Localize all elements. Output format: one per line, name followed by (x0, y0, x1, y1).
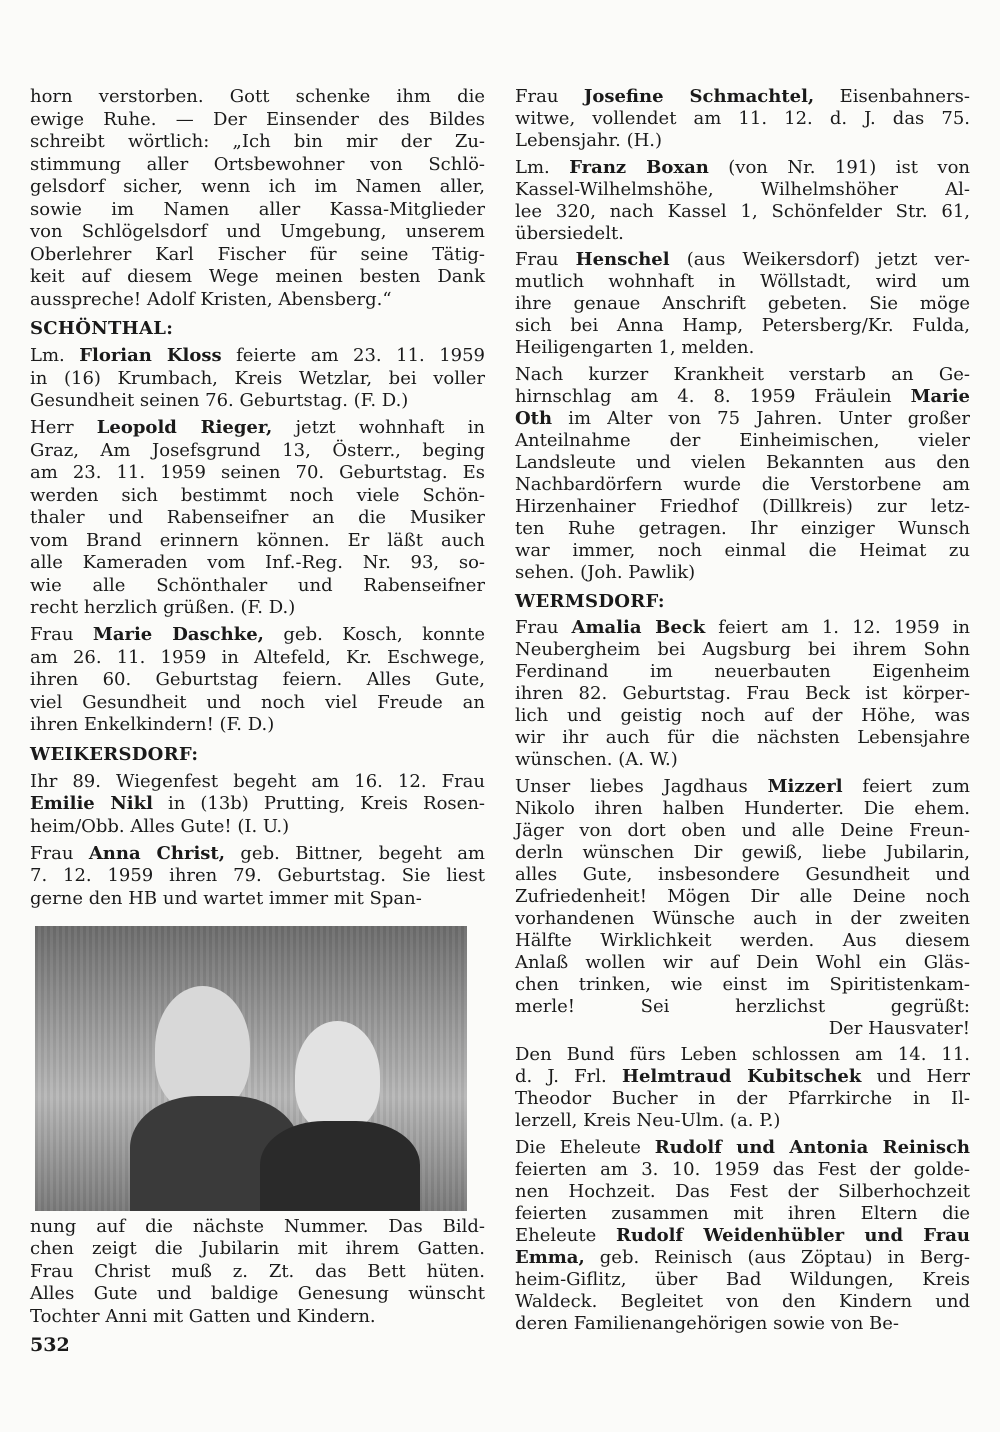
bold-name: Henschel (575, 249, 670, 270)
text-line: Anteilnahme der Einheimischen, vieler (515, 429, 970, 451)
paragraph (30, 771, 485, 839)
text-line: wir ihr auch für die nächsten Lebensjahre (515, 727, 970, 748)
text-line: Anlaß wollen wir auf Dein Wohl ein Gläs- (515, 951, 970, 973)
text-line: war immer, noch einmal die Heimat zu (515, 539, 970, 561)
text-line: sich bei Anna Hamp, Petersberg/Kr. Fulda, (515, 315, 970, 336)
text-line: vorhandenen Wünsche auch in der zweiten (515, 907, 970, 929)
text-line: chen trinken, wie einst im Spiritistenkam- (515, 973, 970, 995)
text-line: nen Hochzeit. Das Fest der Silberhochzeit (515, 1180, 970, 1202)
text-line: von Schlögelsdorf und Umgebung, unserem (30, 221, 485, 242)
text-line: Nach kurzer Krankheit verstarb an Ge- (515, 363, 970, 385)
text-line: Unser liebes Jagdhaus Mizzerl feiert zum (515, 775, 970, 797)
text-line: Frau Amalia Beck feiert am 1. 12. 1959 in (515, 617, 970, 638)
text-line: Tochter Anni mit Gatten und Kindern. (30, 1305, 376, 1327)
paragraph (515, 1044, 970, 1132)
bold-name: Leopold Rieger, (96, 417, 273, 438)
text-line: Hälfte Wirklichkeit werden. Aus diesem (515, 929, 970, 951)
bold-name: Franz Boxan (569, 156, 709, 178)
text-line: Emilie Nikl in (13b) Prutting, Kreis Rosen- (30, 793, 485, 814)
paragraph (30, 1216, 485, 1329)
text-line: viel Gesundheit und noch viel Freude an (30, 691, 485, 713)
text-line: Lebensjahr. (H.) (515, 130, 663, 151)
text-line: Lm. Florian Kloss feierte am 23. 11. 1959 (30, 345, 485, 366)
text-line: Theodor Bucher in der Pfarrkirche in Il- (515, 1088, 970, 1109)
paragraph (515, 249, 970, 359)
text-line: ewige Ruhe. — Der Einsender des Bildes (30, 108, 485, 130)
text-line: werden sich bestimmt noch viele Schön- (30, 484, 485, 506)
text-line: Neubergheim bei Augsburg bei ihrem Sohn (515, 639, 970, 660)
text-line: gerne den HB und wartet immer mit Span- (30, 887, 422, 909)
paragraph (30, 417, 485, 620)
text-line: Waldeck. Begleitet von den Kindern und (515, 1290, 970, 1312)
paragraph (30, 345, 485, 413)
text-line: Nachbardörfern wurde die Verstorbene am (515, 473, 970, 495)
text-line: keit auf diesem Wege meinen besten Dank (30, 266, 485, 287)
text-line: merle! Sei herzlichst gegrüßt: (515, 995, 970, 1017)
text-line: Oth im Alter von 75 Jahren. Unter großer (515, 407, 970, 429)
text-line: in (16) Krumbach, Kreis Wetzlar, bei voller (30, 367, 485, 389)
bold-name: Marie Daschke, (92, 624, 264, 645)
text-line: chen zeigt die Jubilarin mit ihrem Gatten. (30, 1238, 485, 1259)
section-heading: WEIKERSDORF: (30, 743, 199, 765)
paragraph (30, 86, 485, 311)
text-line: stimmung aller Ortsbewohner von Schlö- (30, 153, 485, 175)
text-line: thaler und Rabenseifner an die Musiker (30, 507, 485, 528)
text-line: Heiligengarten 1, melden. (515, 337, 755, 358)
bold-name: Rudolf Weidenhübler und Frau (615, 1224, 970, 1246)
text-line: heim-Giflitz, über Bad Wildungen, Kreis (515, 1268, 970, 1290)
bold-name: Emilie Nikl (30, 793, 153, 814)
text-line: Den Bund fürs Leben schlossen am 14. 11. (515, 1044, 970, 1065)
bold-name: Anna Christ, (88, 842, 225, 864)
paragraph (515, 157, 970, 245)
text-line: Kassel-Wilhelmshöhe, Wilhelmshöher Al- (515, 178, 970, 200)
text-line: Oberlehrer Karl Fischer für seine Tätig- (30, 243, 485, 265)
text-line: Hirzenhainer Friedhof (Dillkreis) zur letz- (515, 495, 970, 517)
text-line: ihren 82. Geburtstag. Frau Beck ist körper- (515, 683, 970, 704)
right-column (515, 86, 970, 1335)
paragraph (515, 617, 970, 771)
text-line: Alles Gute und baldige Genesung wünscht (30, 1283, 485, 1304)
section-heading: SCHÖNTHAL: (30, 318, 174, 339)
text-line: ihren 60. Geburtstag feiern. Alles Gute, (30, 669, 485, 690)
text-line: Frau Christ muß z. Zt. das Bett hüten. (30, 1260, 485, 1282)
bold-name: Josefine Schmachtel, (583, 86, 815, 107)
paragraph (515, 1137, 970, 1335)
text-line: heim/Obb. Alles Gute! (I. U.) (30, 815, 290, 837)
paragraph (30, 843, 485, 911)
text-line: Frau Josefine Schmachtel, Eisenbahners- (515, 86, 970, 107)
text-line: ten Ruhe getragen. Ihr einziger Wunsch (515, 517, 970, 539)
signature-line: Der Hausvater! (828, 1017, 970, 1039)
text-line: Frau Henschel (aus Weikersdorf) jetzt ver- (515, 249, 971, 270)
text-line: Graz, Am Josefsgrund 13, Österr., beging (30, 439, 485, 461)
text-line: Gesundheit seinen 76. Geburtstag. (F. D.) (30, 390, 409, 411)
text-line: horn verstorben. Gott schenke ihm die (30, 86, 485, 107)
text-line: feierten zusammen mit ihren Eltern die (515, 1202, 970, 1224)
text-line: wie alle Schönthaler und Rabenseifner (30, 574, 485, 596)
text-line: lee 320, nach Kassel 1, Schönfelder Str. 61, (515, 200, 970, 222)
text-line: recht herzlich grüßen. (F. D.) (30, 597, 296, 618)
text-line: 7. 12. 1959 ihren 79. Geburtstag. Sie liest (30, 865, 485, 886)
text-line: feierten am 3. 10. 1959 das Fest der golde- (515, 1158, 970, 1180)
bold-name: Helmtraud Kubitschek (621, 1066, 862, 1087)
text-line: wünschen. (A. W.) (515, 749, 678, 770)
text-line: Die Eheleute Rudolf und Antonia Reinisch (515, 1136, 971, 1158)
text-line: nung auf die nächste Nummer. Das Bild- (30, 1215, 485, 1237)
text-line: d. J. Frl. Helmtraud Kubitschek und Herr (515, 1066, 970, 1087)
bold-name: Rudolf und Antonia Reinisch (654, 1136, 971, 1158)
text-line: lerzell, Kreis Neu-Ulm. (a. P.) (515, 1110, 781, 1131)
text-line: hirnschlag am 4. 8. 1959 Fräulein Marie (515, 385, 970, 407)
text-line: vom Brand erinnern können. Er läßt auch (30, 529, 485, 551)
section-heading: WERMSDORF: (515, 590, 665, 612)
text-line: Lm. Franz Boxan (von Nr. 191) ist von (515, 156, 970, 178)
text-line: Nikolo ihren halben Hunderter. Die ehem. (515, 797, 970, 819)
text-line: Frau Anna Christ, geb. Bittner, begeht am (30, 842, 485, 864)
text-line: Zufriedenheit! Mögen Dir alle Deine noch (515, 885, 970, 907)
text-line: am 23. 11. 1959 seinen 70. Geburtstag. Es (30, 462, 485, 483)
text-line: Herr Leopold Rieger, jetzt wohnhaft in (30, 417, 486, 438)
bold-name: Florian Kloss (79, 345, 222, 366)
text-line: derln wünschen Dir gewiß, liebe Jubilarin, (515, 841, 970, 863)
bold-name: Amalia Beck (571, 617, 706, 638)
text-line: mutlich wohnhaft in Wöllstadt, wird um (515, 271, 970, 292)
text-line: Landsleute und vielen Bekannten aus den (515, 451, 970, 473)
text-line: lich und geistig noch auf der Höhe, was (515, 705, 970, 726)
text-line: Ihr 89. Wiegenfest begeht am 16. 12. Frau (30, 770, 485, 792)
paragraph (515, 86, 970, 152)
text-line: Eheleute Rudolf Weidenhübler und Frau (515, 1224, 970, 1246)
bold-name: Emma, (515, 1246, 585, 1268)
text-line: ihre genaue Anschrift gebeten. Sie möge (515, 293, 970, 314)
paragraph (515, 364, 970, 584)
text-line: witwe, vollendet am 11. 12. d. J. das 75. (515, 108, 970, 129)
text-line: Frau Marie Daschke, geb. Kosch, konnte (30, 624, 485, 645)
text-line: deren Familienangehörigen sowie von Be- (515, 1312, 900, 1334)
text-line: ihren Enkelkindern! (F. D.) (30, 714, 275, 735)
text-line: am 26. 11. 1959 in Altefeld, Kr. Eschwege, (30, 646, 485, 668)
text-line: sowie im Namen aller Kassa-Mitglieder (30, 198, 485, 220)
text-line: alles Gute, insbesondere Gesundheit und (515, 863, 970, 885)
text-line: gelsdorf sicher, wenn ich im Namen aller, (30, 176, 485, 197)
text-line: übersiedelt. (515, 222, 624, 244)
page-number: 532 (30, 1334, 70, 1356)
text-line: alle Kameraden vom Inf.-Reg. Nr. 93, so- (30, 552, 485, 573)
text-line: Ferdinand im neuerbauten Eigenheim (515, 661, 970, 682)
text-line: sehen. (Joh. Pawlik) (515, 561, 696, 583)
bold-name: Mizzerl (767, 775, 843, 797)
text-line: schreibt wörtlich: „Ich bin mir der Zu- (30, 131, 485, 152)
paragraph (515, 776, 970, 1040)
left-column (30, 86, 485, 1328)
paragraph (30, 624, 485, 737)
photo-elderly-couple (35, 926, 467, 1211)
text-line: ausspreche! Adolf Kristen, Abensberg.“ (30, 288, 392, 310)
bold-name: Oth (515, 407, 553, 429)
bold-name: Marie (910, 385, 970, 407)
text-line: Jäger von dort oben und alle Deine Freun- (515, 819, 970, 841)
text-line: Emma, geb. Reinisch (aus Zöptau) in Berg- (515, 1246, 970, 1268)
